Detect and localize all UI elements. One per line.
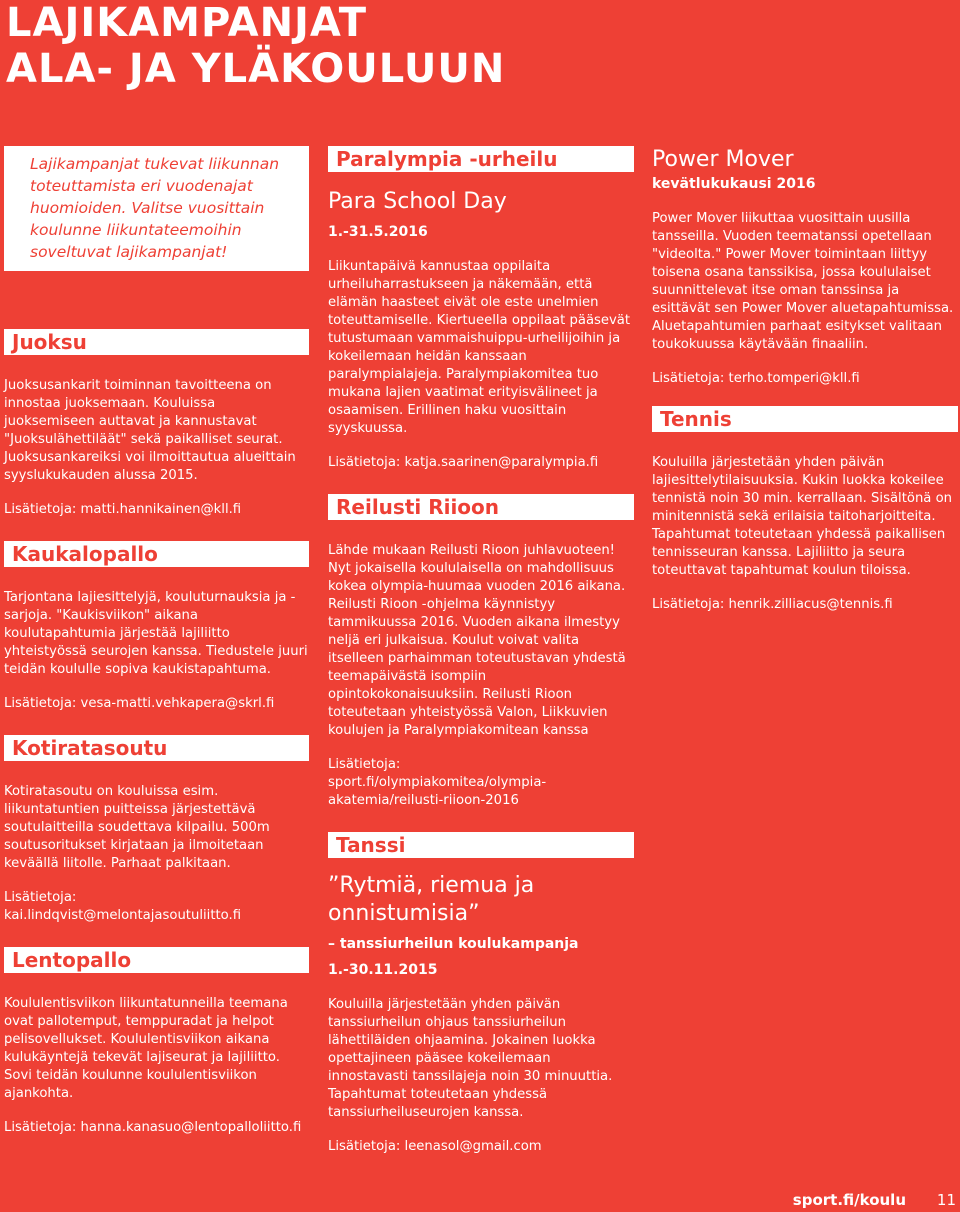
section-heading-lentopallo: Lentopallo bbox=[4, 947, 309, 973]
juoksu-contact[interactable]: Lisätietoja: matti.hannikainen@kll.fi bbox=[4, 502, 242, 517]
section-heading-juoksu: Juoksu bbox=[4, 329, 309, 355]
paralympia-subtitle: Para School Day bbox=[328, 189, 507, 214]
column-middle bbox=[328, 146, 634, 1156]
page-title-line-2: ALA- JA YLÄKOULUUN bbox=[6, 46, 506, 92]
section-lentopallo bbox=[4, 947, 309, 1137]
powermover-term: kevätlukukausi 2016 bbox=[652, 176, 816, 192]
section-power-mover bbox=[652, 146, 958, 388]
column-right bbox=[652, 146, 958, 614]
tanssi-body: Kouluilla järjestetään yhden päivän tanssiurheilun ohjaus tanssiurheilun lähettiläiden ohjaamina. Jokainen luokka opettajineen pääsee kokeilemaan innostavasti tanssilajeja noin 30 minuuttia. Tapahtumat toteutetaan yhdessä tanssiurheiluseurojen kanssa. bbox=[328, 997, 613, 1120]
kaukalopallo-contact[interactable]: Lisätietoja: vesa-matti.vehkapera@skrl.fi bbox=[4, 696, 275, 711]
section-heading-reilusti: Reilusti Riioon bbox=[328, 494, 634, 520]
section-heading-kaukalopallo: Kaukalopallo bbox=[4, 541, 309, 567]
section-reilusti-riioon bbox=[328, 494, 634, 810]
kaukalopallo-body: Tarjontana lajiesittelyjä, kouluturnauksia ja -sarjoja. "Kaukisviikon" aikana koulutapahtumia järjestää lajiliitto yhteistyössä seurojen kanssa. Tiedustele juuri teidän koululle sopiva kaukistapahtuma. bbox=[4, 590, 308, 677]
section-heading-power-mover: Power Mover bbox=[652, 147, 794, 172]
powermover-body: Power Mover liikuttaa vuosittain uusilla tansseilla. Vuoden teematanssi opetellaan "videolta." Power Mover toimintaan liittyy toisena osana tanssikisa, jossa koululaiset suunnittelevat itse oman tanssinsa ja esittävät sen Power Mover aluetapahtumissa. Aluetapahtumien parhaat esitykset valitaan toukokuussa käytävään finaaliin. bbox=[652, 211, 954, 352]
section-kaukalopallo bbox=[4, 541, 309, 713]
section-paralympia bbox=[328, 146, 634, 472]
intro-text: Lajikampanjat tukevat liikunnan toteuttamista eri vuodenajat huomioiden. Valitse vuosittain koulunne liikuntateemoihin soveltuvat lajikampanjat! bbox=[30, 155, 280, 261]
page-title bbox=[6, 0, 505, 92]
tanssi-slogan: ”Rytmiä, riemua ja onnistumisia” bbox=[328, 873, 535, 926]
tanssi-date: 1.-30.11.2015 bbox=[328, 962, 438, 978]
section-juoksu bbox=[4, 329, 309, 519]
lentopallo-body: Koululentisviikon liikuntatunneilla teemana ovat pallotemput, temppuradat ja helpot pelisovellukset. Koululentisviikon aikana kulukäyntejä tekevät lajiseurat ja lajiliitto. Sovi teidän koulunne koululentisviikon ajankohta. bbox=[4, 996, 288, 1101]
tanssi-campaign: – tanssiurheilun koulukampanja bbox=[328, 936, 579, 952]
reilusti-contact-url[interactable]: sport.fi/olympiakomitea/olympia-akatemia/reilusti-riioon-2016 bbox=[328, 775, 547, 808]
section-tanssi bbox=[328, 832, 634, 1156]
kotiratasoutu-body: Kotiratasoutu on kouluissa esim. liikuntatuntien puitteissa järjestettävä soutulaitteilla soudettava kilpailu. 500m soutusoritukset kirjataan ja ilmoitetaan keväällä liitolle. Parhaat palkitaan. bbox=[4, 784, 270, 871]
page-number: 11 bbox=[936, 1191, 956, 1209]
footer-link[interactable]: sport.fi/koulu bbox=[792, 1191, 906, 1209]
tanssi-contact[interactable]: Lisätietoja: leenasol@gmail.com bbox=[328, 1139, 542, 1154]
page-title-line-1: LAJIKAMPANJAT bbox=[6, 0, 368, 46]
section-kotiratasoutu bbox=[4, 735, 309, 925]
tennis-contact[interactable]: Lisätietoja: henrik.zilliacus@tennis.fi bbox=[652, 597, 893, 612]
lentopallo-contact[interactable]: Lisätietoja: hanna.kanasuo@lentopalloliitto.fi bbox=[4, 1120, 302, 1135]
section-tennis bbox=[652, 406, 958, 614]
tennis-body: Kouluilla järjestetään yhden päivän lajiesittelytilaisuuksia. Kukin luokka kokeilee tennistä noin 30 min. kerrallaan. Sisältönä on minitennistä sekä erilaisia taitoharjoitteita. Tapahtumat toteutetaan yhdessä paikallisen tennisseuran kanssa. Lajiliitto ja seura toteuttavat tapahtumat koulun tiloissa. bbox=[652, 455, 952, 578]
intro-box bbox=[4, 146, 309, 271]
section-heading-tennis: Tennis bbox=[652, 406, 958, 432]
column-left bbox=[4, 146, 309, 1137]
kotiratasoutu-contact-email[interactable]: kai.lindqvist@melontajasoutuliitto.fi bbox=[4, 908, 242, 923]
kotiratasoutu-contact-label: Lisätietoja: bbox=[4, 890, 77, 905]
section-heading-tanssi: Tanssi bbox=[328, 832, 634, 858]
powermover-contact[interactable]: Lisätietoja: terho.tomperi@kll.fi bbox=[652, 371, 860, 386]
reilusti-contact-label: Lisätietoja: bbox=[328, 757, 401, 772]
paralympia-contact[interactable]: Lisätietoja: katja.saarinen@paralympia.fi bbox=[328, 455, 599, 470]
reilusti-body: Lähde mukaan Reilusti Rioon juhlavuoteen! Nyt jokaisella koululaisella on mahdollisuus kokea olympia-huumaa vuoden 2016 aikana. Reilusti Rioon -ohjelma käynnistyy tammikuussa 2016. Vuoden aikana ilmestyy neljä eri julkaisua. Koulut voivat valita itselleen parhaimman toteutustavan yhdestä teemapäivästä isompiin opintokokonaisuuksiin. Reilusti Rioon toteutetaan yhteistyössä Valon, Liikkuvien koulujen ja Paralympiakomitean kanssa bbox=[328, 543, 626, 738]
paralympia-body: Liikuntapäivä kannustaa oppilaita urheiluharrastukseen ja näkemään, että elämän haasteet eivät ole este unelmien toteuttamiselle. Kiertueella oppilaat pääsevät tutustumaan vammaishuippu-urheilijoihin ja kokeilemaan heidän kanssaan paralympialajeja. Paralympiakomitea tuo mukana lajien vaatimat erityisvälineet ja osaamisen. Erillinen haku vuosittain syyskuussa. bbox=[328, 259, 631, 436]
section-heading-paralympia: Paralympia -urheilu bbox=[328, 146, 634, 172]
juoksu-body: Juoksusankarit toiminnan tavoitteena on innostaa juoksemaan. Kouluissa juoksemiseen auttavat ja kannustavat "Juoksulähettiläät" sekä paikalliset seurat. Juoksusankareiksi voi ilmoittautua alueittain syyslukukauden alussa 2015. bbox=[4, 378, 296, 483]
paralympia-date: 1.-31.5.2016 bbox=[328, 224, 428, 240]
section-heading-kotiratasoutu: Kotiratasoutu bbox=[4, 735, 309, 761]
